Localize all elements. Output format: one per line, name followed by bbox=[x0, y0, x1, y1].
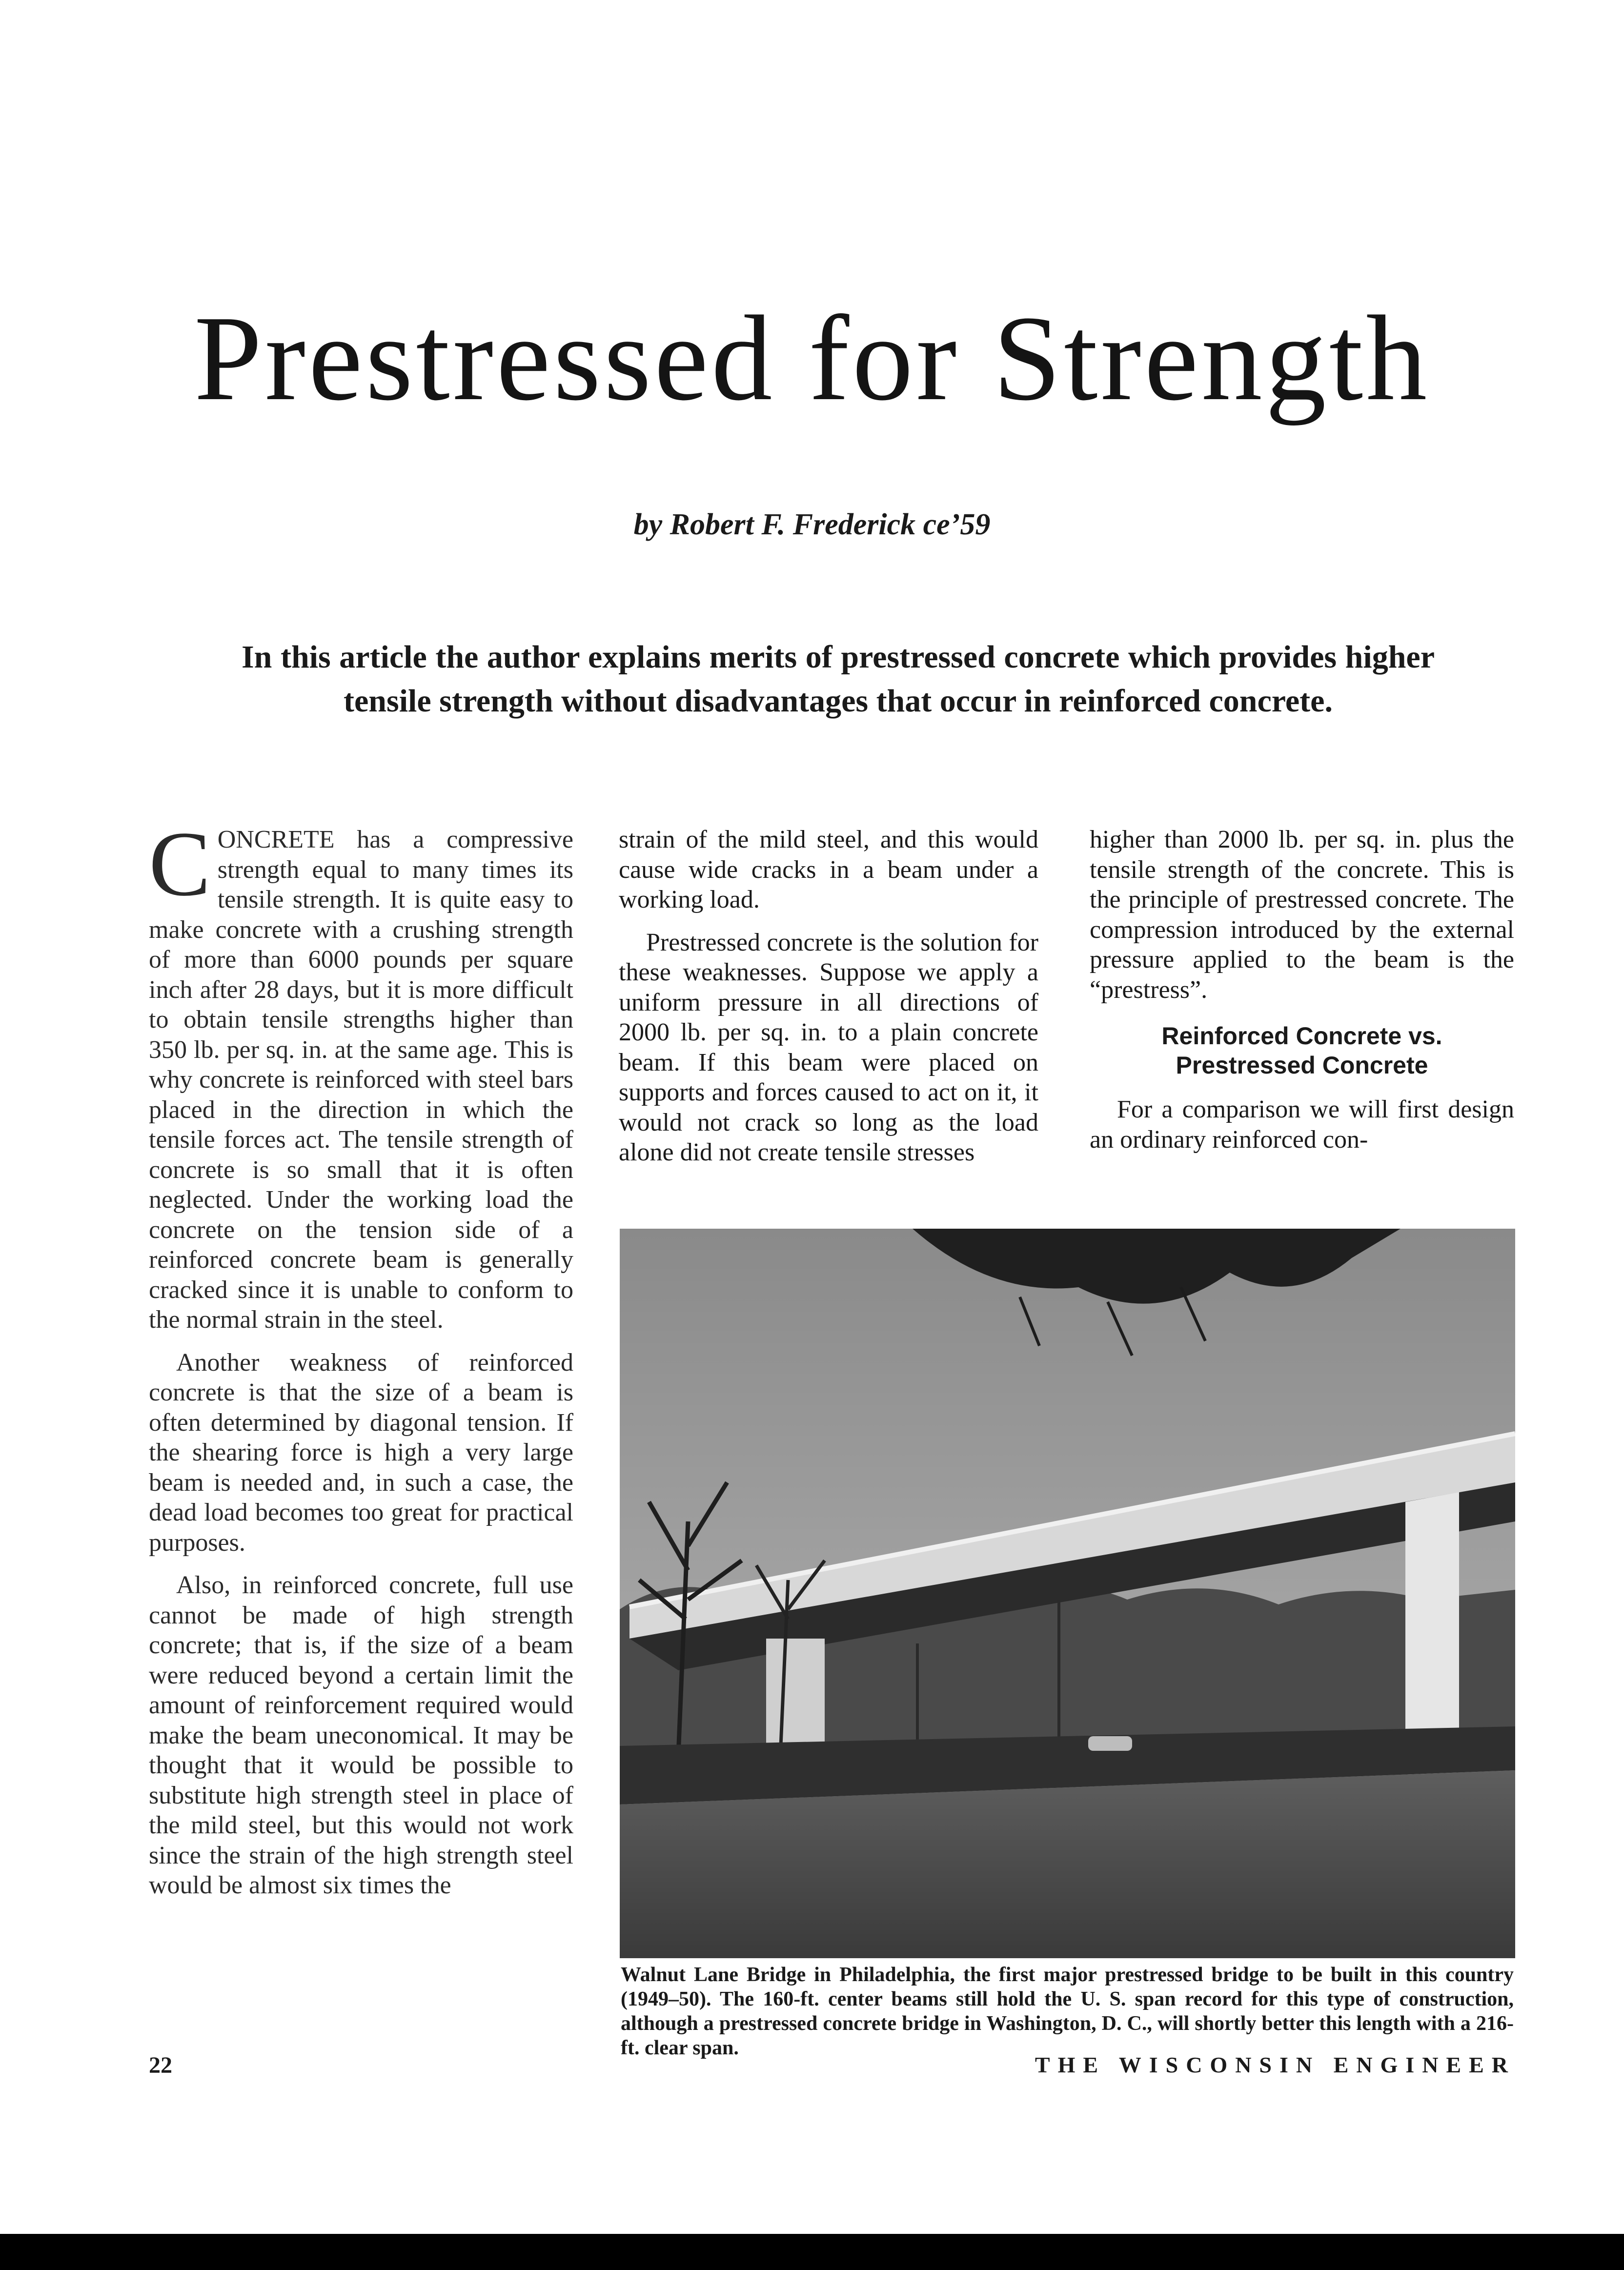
bridge-photo bbox=[620, 1229, 1515, 1958]
journal-name: THE WISCONSIN ENGINEER bbox=[1035, 2052, 1516, 2077]
section-subhead: Reinforced Concrete vs. Prestressed Concrete bbox=[1161, 1022, 1442, 1079]
paragraph-text: ONCRETE has a compressive strength equal to many times its tensile strength. It is quite easy to make concrete with a crushing strength of more than 6000 pounds per square inch after 28 days, but it is more difficult to obtain tensile strengths higher than 350 lb. per sq. in. at the same age. This is why concrete is reinforced with steel bars placed in the direction in which the tensile forces act. The tensile strength of concrete is so small that it is often neglected. Under the working load the concrete on the tension side of a reinforced concrete beam is generally cracked since it is unable to conform to the normal strain in the steel. bbox=[149, 826, 573, 1334]
paragraph: For a comparison we will first design an ordinary reinforced con- bbox=[1090, 1095, 1514, 1154]
paragraph: higher than 2000 lb. per sq. in. plus the tensile strength of the concrete. This is the principle of prestressed concrete. The compression introduced by the external pressure applied to the beam is the “prestress”. bbox=[1090, 826, 1514, 1004]
scan-border bbox=[0, 2234, 1624, 2270]
text-column-3 bbox=[1090, 825, 1514, 1167]
paragraph: Also, in reinforced concrete, full use cannot be made of high strength concrete; that is, if the size of a beam were reduced beyond a certain limit the amount of reinforcement required would make the beam uneconomical. It may be thought that it would be possible to substitute high strength steel in place of the mild steel, but this would not work since the strain of the high strength steel would be almost six times the bbox=[149, 1571, 573, 1899]
drop-cap: C bbox=[149, 813, 211, 915]
text-column-1 bbox=[149, 813, 573, 1913]
article-title: Prestressed for Strength bbox=[194, 291, 1430, 426]
text-column-2 bbox=[619, 825, 1038, 1180]
paragraph bbox=[149, 813, 573, 1335]
article-deck: In this article the author explains merits of prestressed concrete which provides higher tensile strength without disadvantages that occur in reinforced concrete. bbox=[242, 639, 1435, 719]
page-number: 22 bbox=[149, 2052, 172, 2078]
byline: by Robert F. Frederick ce’59 bbox=[633, 508, 991, 541]
bridge-photo-illustration bbox=[620, 1229, 1515, 1958]
photo-caption: Walnut Lane Bridge in Philadelphia, the first major prestressed bridge to be built in this country (1949–50). The 160-ft. center beams still hold the U. S. span record for this type of construction, although a prestressed concrete bridge in Washington, D. C., will shortly better this length with a 216-ft. clear span. bbox=[621, 1964, 1514, 2059]
paragraph: strain of the mild steel, and this would cause wide cracks in a beam under a working load. bbox=[619, 826, 1038, 913]
paragraph: Prestressed concrete is the solution for these weaknesses. Suppose we apply a uniform pressure in all directions of 2000 lb. per sq. in. to a plain concrete beam. If this beam were placed on supports and forces caused to act on it, it would not crack so long as the load alone did not create tensile stresses bbox=[619, 928, 1038, 1166]
paragraph: Another weakness of reinforced concrete is that the size of a beam is often determined by diagonal tension. If the shearing force is high a very large beam is needed and, in such a case, the dead load becomes too great for practical purposes. bbox=[149, 1348, 573, 1557]
